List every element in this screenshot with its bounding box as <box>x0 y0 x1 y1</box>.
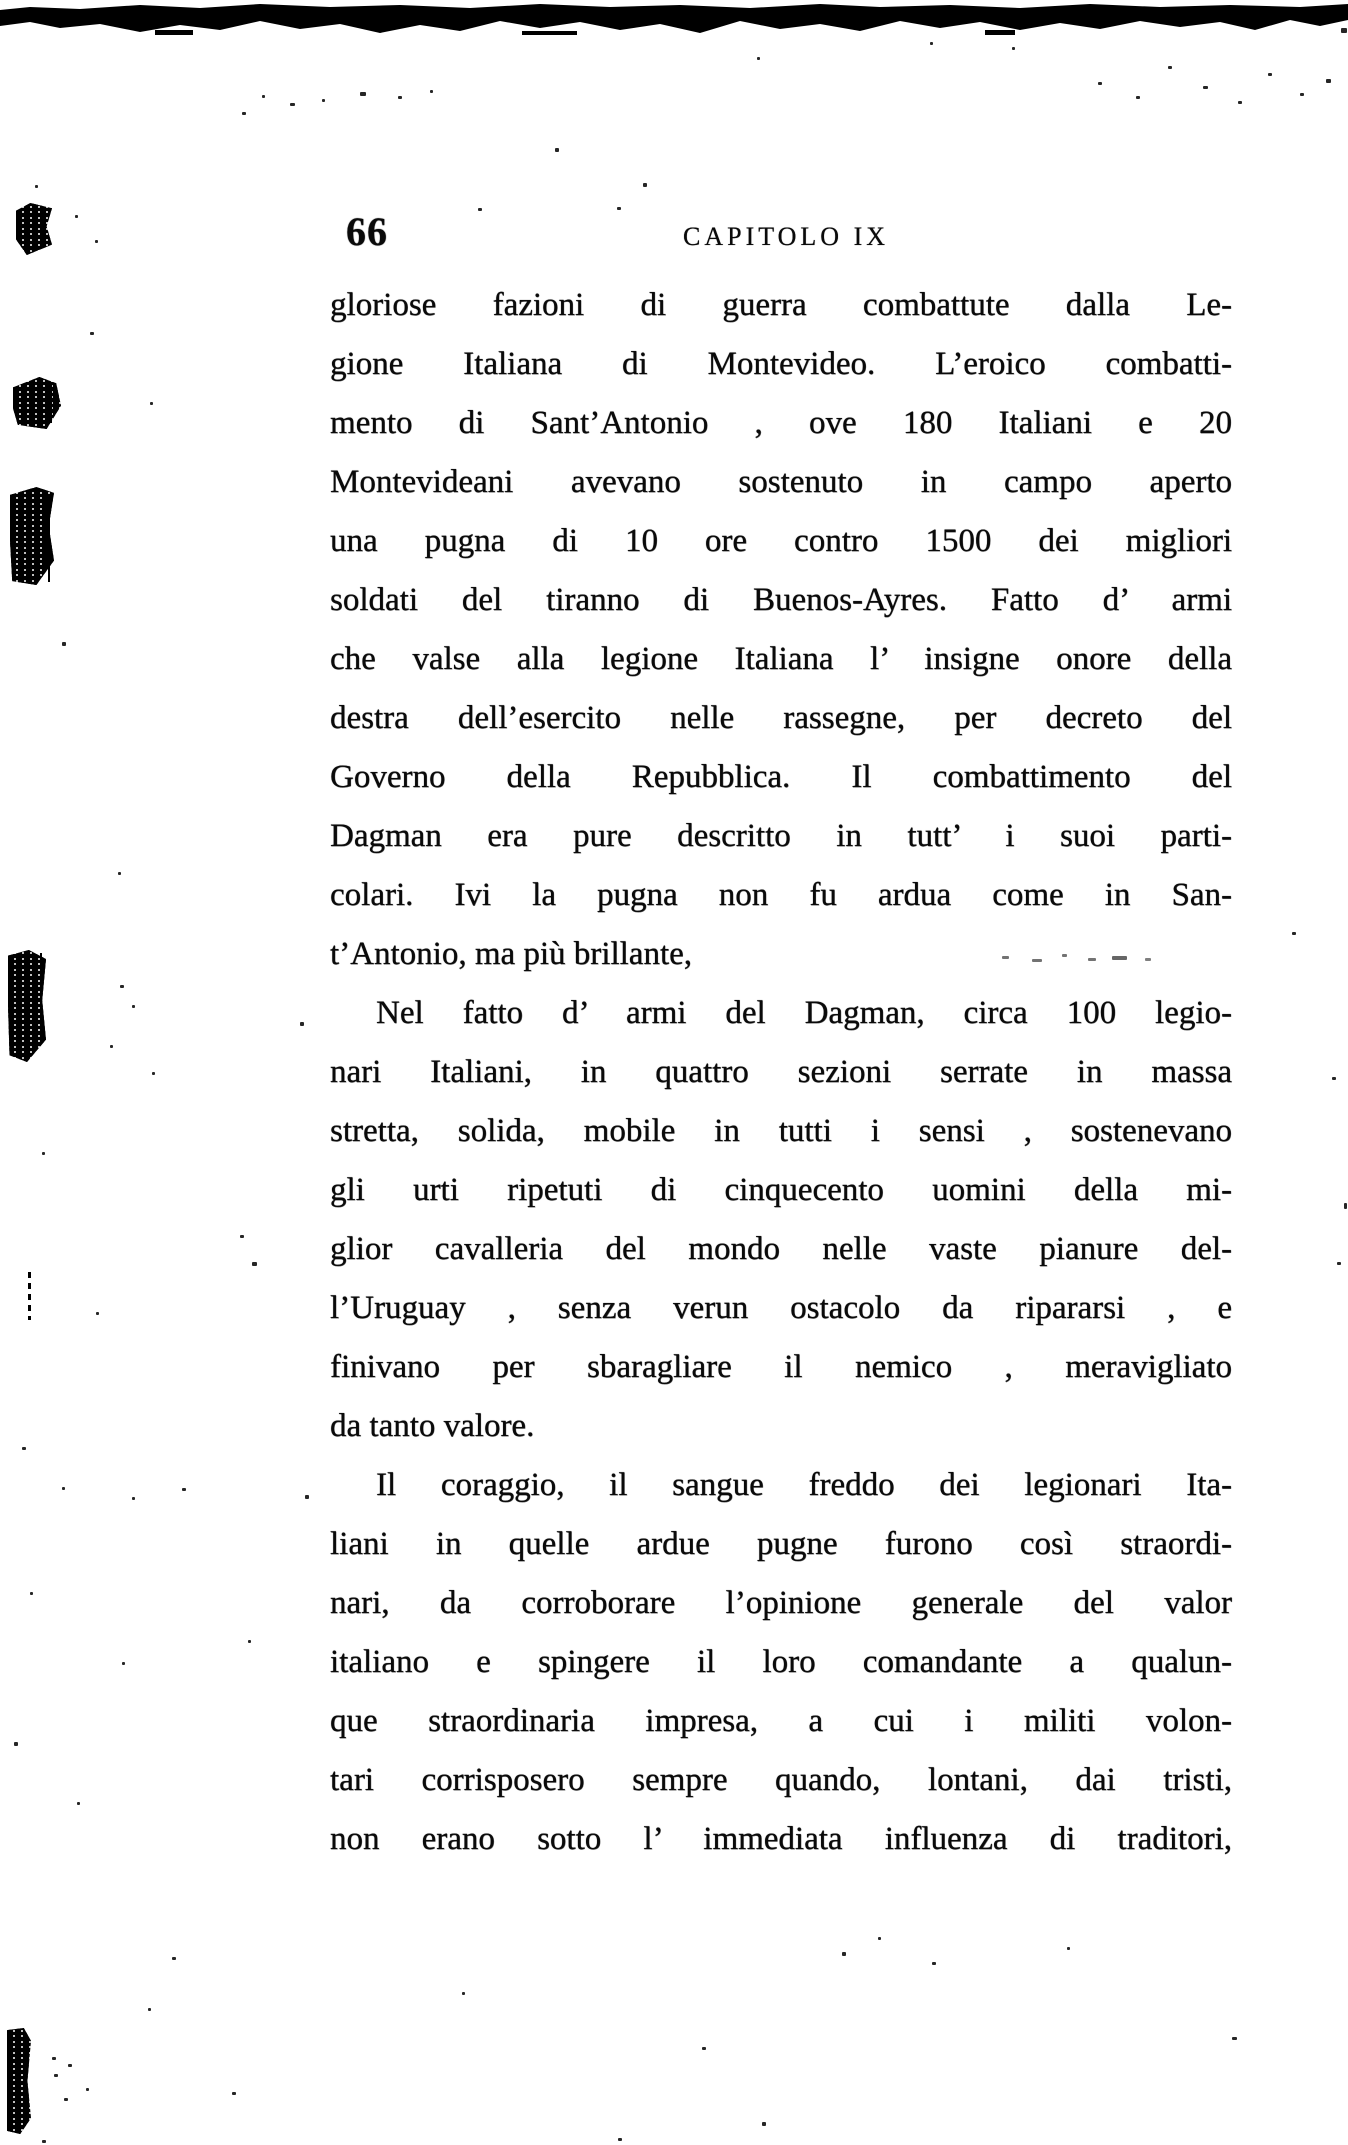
text-line: tari corrisposero sempre quando, lontani, dai tristi, <box>330 1762 1232 1798</box>
text-line: t’Antonio, ma più brillante, <box>330 936 693 972</box>
text-line: nari, da corroborare l’opinione generale del valor <box>330 1585 1232 1621</box>
text-line: gloriose fazioni di guerra combattute dalla Le- <box>330 287 1232 323</box>
body-text <box>330 276 1232 1869</box>
text-line: Il coraggio, il sangue freddo dei legionari Ita- <box>376 1467 1232 1503</box>
chapter-header: CAPITOLO IX <box>683 222 890 251</box>
ink-smudge <box>16 203 52 255</box>
page-number: 66 <box>346 209 388 254</box>
text-line: una pugna di 10 ore contro 1500 dei migliori <box>330 523 1232 559</box>
text-line: destra dell’esercito nelle rassegne, per decreto del <box>330 700 1232 736</box>
scan-edge-artifact <box>0 0 1348 45</box>
paragraph <box>330 276 1232 984</box>
paragraph <box>330 984 1232 1456</box>
text-line: colari. Ivi la pugna non fu ardua come in San- <box>330 877 1232 913</box>
text-line: da tanto valore. <box>330 1408 535 1444</box>
text-line: stretta, solida, mobile in tutti i sensi , sostenevano <box>330 1113 1232 1149</box>
text-line: soldati del tiranno di Buenos-Ayres. Fatto d’ armi <box>330 582 1232 618</box>
text-line: che valse alla legione Italiana l’ insigne onore della <box>330 641 1232 677</box>
ink-smudge <box>13 377 61 429</box>
ink-smudge <box>50 383 52 423</box>
text-line: gione Italiana di Montevideo. L’eroico combatti- <box>330 346 1232 382</box>
text-line: glior cavalleria del mondo nelle vaste pianure del- <box>330 1231 1232 1267</box>
text-line: Montevideani avevano sostenuto in campo aperto <box>330 464 1232 500</box>
text-line: liani in quelle ardue pugne furono così straordi- <box>330 1526 1232 1562</box>
text-line: l’Uruguay , senza verun ostacolo da ripararsi , e <box>330 1290 1232 1326</box>
text-line: non erano sotto l’ immediata influenza di traditori, <box>330 1821 1232 1857</box>
text-line: nari Italiani, in quattro sezioni serrate in massa <box>330 1054 1232 1090</box>
text-line: mento di Sant’Antonio , ove 180 Italiani e 20 <box>330 405 1232 441</box>
text-line: Governo della Repubblica. Il combattimento del <box>330 759 1232 795</box>
text-line: que straordinaria impresa, a cui i militi volon- <box>330 1703 1232 1739</box>
ink-smudge <box>7 2028 31 2134</box>
ink-smudge <box>28 1272 31 1320</box>
paragraph <box>330 1456 1232 1869</box>
text-line: Nel fatto d’ armi del Dagman, circa 100 legio- <box>376 995 1232 1031</box>
text-line: Dagman era pure descritto in tutt’ i suoi parti- <box>330 818 1232 854</box>
text-line: finivano per sbaragliare il nemico , meravigliato <box>330 1349 1232 1385</box>
text-line: gli urti ripetuti di cinquecento uomini della mi- <box>330 1172 1232 1208</box>
text-line: italiano e spingere il loro comandante a qualun- <box>330 1644 1232 1680</box>
ink-smudge <box>40 953 42 1033</box>
ink-smudge <box>48 497 50 582</box>
